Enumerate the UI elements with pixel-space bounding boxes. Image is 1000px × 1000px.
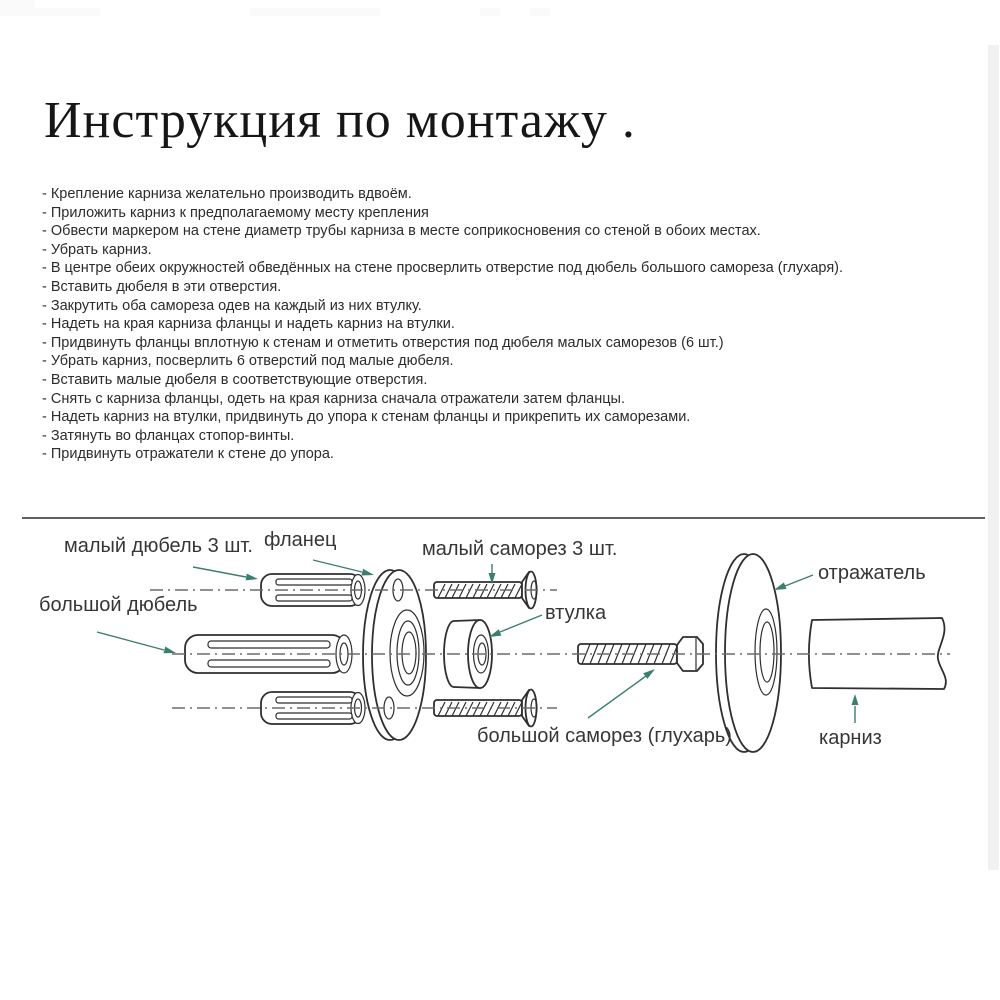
scan-artifact [0, 8, 100, 16]
instruction-line: - Закрутить оба самореза одев на каждый из них втулку. [42, 297, 422, 314]
assembly-diagram [0, 520, 1000, 1000]
scan-artifact [250, 8, 380, 16]
instruction-line: - Затянуть во фланцах стопор-винты. [42, 427, 295, 444]
small-dowel-arrow [193, 567, 258, 580]
rod-label: карниз [819, 727, 882, 749]
section-divider [22, 517, 985, 519]
instruction-line: - Снять с карниза фланцы, одеть на края карниза сначала отражатели затем фланцы. [42, 390, 625, 407]
page-title: Инструкция по монтажу . [44, 91, 636, 149]
instruction-line: - Обвести маркером на стене диаметр трубы карниза в месте соприкосновения со стеной в обоих местах. [42, 223, 761, 240]
bushing-arrow [489, 615, 542, 637]
instruction-line: - Крепление карниза желательно производить вдвоём. [42, 186, 412, 202]
scan-artifact [480, 8, 500, 16]
rod-arrow [852, 694, 859, 723]
instruction-line: - Надеть карниз на втулки, придвинуть до упора к стенам фланцы и прикрепить их саморезами. [42, 409, 691, 426]
instruction-line: - Придвинуть фланцы вплотную к стенам и отметить отверстия под дюбеля малых саморезов (6 шт.) [42, 334, 724, 351]
large-dowel-arrow [97, 632, 176, 653]
instruction-line: - Вставить дюбеля в эти отверстия. [42, 278, 282, 295]
reflector-drawing [716, 554, 781, 752]
flange-drawing [363, 570, 426, 740]
reflector-label: отражатель [818, 562, 926, 584]
diagram-canvas [0, 520, 1000, 1000]
instruction-line: - Приложить карниз к предполагаемому месту крепления [42, 204, 429, 221]
instruction-line: - Убрать карниз. [42, 241, 152, 258]
large-dowel-label: большой дюбель [39, 594, 198, 616]
small-screw-label: малый саморез 3 шт. [422, 538, 618, 560]
bushing-label: втулка [545, 602, 607, 624]
scan-artifact [530, 8, 550, 16]
instruction-line: - Убрать карниз, посверлить 6 отверстий под малые дюбеля. [42, 353, 454, 370]
instruction-list [42, 185, 972, 464]
instruction-line: - В центре обеих окружностей обведённых на стене просверлить отверстие под дюбель большого самореза (глухаря). [42, 260, 844, 277]
instruction-line: - Вставить малые дюбеля в соответствующие отверстия. [42, 371, 428, 388]
instruction-line: - Надеть на края карниза фланцы и надеть карниз на втулки. [42, 316, 455, 333]
small-screw-arrow [489, 564, 496, 584]
small-dowel-label: малый дюбель 3 шт. [64, 535, 253, 557]
large-screw-label: большой саморез (глухарь) [477, 725, 732, 747]
instruction-line: - Придвинуть отражатели к стене до упора. [42, 446, 334, 463]
large-screw-arrow [588, 669, 655, 718]
reflector-arrow [774, 575, 813, 590]
flange-label: фланец [264, 529, 337, 551]
